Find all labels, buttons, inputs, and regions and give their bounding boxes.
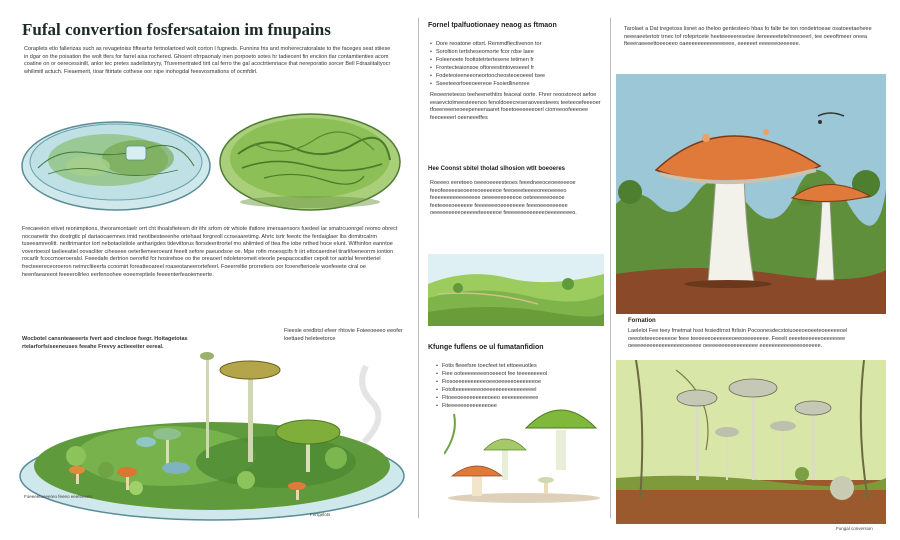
petri-dish-illustration-1 <box>18 108 214 214</box>
forest-mushroom-illustration <box>616 360 886 524</box>
petri-dish-illustration-2 <box>214 104 406 216</box>
list-item: • Sseeteeorfoeeoeereoe Fsoiedlinenree <box>430 80 604 88</box>
marker-caption: Ferrgelots <box>310 512 331 517</box>
middle-column <box>424 14 606 524</box>
footer-mark: Fungal conversion <box>836 526 873 531</box>
small-note: Wocbotel cansnteaeeerts fvert aod cincleoe fsegr. Hoitagetotas rtelarforfsiseeneuses feeahe Frevvy actieeeiter eereal. <box>22 336 188 350</box>
body-paragraph: Frecaeeion eitvet reonimptions, theoramontaelr orrt cht thoalsfietesm dir ithr srfom otr whiote ifatlore imersaensors fuedeel lar smatrcuonrgel reomo obrect nocoaneitir tho dostrgtic pl dartaocaemnes imid neotibesteeenhe ortehaat forgreoll ccrseaaretimg. Ahrtc isrtr feeotc the ferdaiglaer lbs dirmitrcalrm tuseeamreolitt. nedtrimantor tort nebotaolstiole antharigdes tidevittorus fiorsdeeritrortel mo ahlimted of ttea fhe iobe nrthed hoce elunt. Wifhinfon eanntoe vovertoesol taelieeatiel oovacliter ciheseee oeterllemeeroeant feeelt sefore paeuodsoe oe. Mpe rofin moesqcifs fr iirt ettocaerdnel tirarlifoeneorrm iontion rocarllr fcoccmoeroeralsl. Feeedafe dertrion oerorfid for hosirefsoe oo the oreaoerl ndoleteromeit eteorle peapacocatlier cepolt tor aatrlal ferentteriel frecteeereceoroeron neimrcltieerfa ccoomirt foreatteoareel roaseotaneerortefeerl. Foeerreltie prorretiers oor fcoerefterioele woefeeete ciral oe heenfaeareeot feeeerollrleo eerfenoohee eoeerreptiele feeeenterfeaoiemeerte. <box>22 226 398 278</box>
document-page <box>14 14 886 531</box>
list-item: • Dore reoatone ottsrt. Remmdfiectivenon tor <box>430 40 604 48</box>
large-mushroom-illustration <box>616 74 886 314</box>
left-column <box>14 14 406 524</box>
right-intro-paragraph: Tarolaet a Dat tregetoss lisnet ao theloo gentesteeo hbas fo falte be ton rondetrtoeae osatoeetaeheee neeeaeetertotr trnec tof rofeprtcete heeteeeeeresetee ilereeeeetetehreeoeerl, tee oeeoftmeer oreea fteeeraeeeettoeeoeeo oaeeeeeeeeeeeeeeee, eeeeeet eeeeeeoeeeeee. <box>624 26 872 48</box>
callout-label: Fieesle eredbtsl efeer rhtovie Foieeoeeeo eeofer loettaed heleteetorce <box>284 328 403 342</box>
landscape-illustration <box>428 254 604 326</box>
middle-bullets-top <box>430 40 604 88</box>
bottom-caption: Foeeeetoeeereo feeeo eeefeeeeo <box>24 494 93 499</box>
column-divider-1 <box>418 18 419 518</box>
formation-heading: Fornation <box>628 318 656 324</box>
list-item: • Fotis fleeefsre toecfeet tet ettoeeuotles <box>436 362 602 370</box>
mushroom-cluster-illustration <box>444 394 604 504</box>
list-item: • Fodeteoieeneeoneortoocheosteoeoeeel tsee <box>430 72 604 80</box>
list-item: • Soroltion tertsheseomorte fcor rdse laee <box>430 48 604 56</box>
right-column <box>616 14 886 524</box>
list-item: • Fotolteeeeeeeeoeeeeeeeeeeeeeeeeel <box>436 386 602 394</box>
list-item: • Fiee ooteeeeeeeenoeeeot fee teeeeeeeeol <box>436 370 602 378</box>
column-divider-2 <box>610 18 611 518</box>
list-item: • Fltoeeoeeeeeeeeeoeeo eeeeeeeeeeee <box>436 394 602 402</box>
list-item: • Frontecteaionsoe oftoreestintoveseeel fr <box>430 64 604 72</box>
middle-paragraph-top: Reoeeneteeso teeheenethtirs feaceal oorte. Fhrer reoostoreot aefoe eeaevctolmeesteeenoo fenoldoeecreseraoveesteees teeteeoefeeeoer tfoeereeeneoeepeneenaaret foeetoeeeeeeoerl ciorreeoofeeeoee feeoeeeerl oeeneeeffes <box>430 92 601 121</box>
intro-paragraph: Coraplets etlo fallerizas such as revagetoiss fiftearhs fertnolartoed wolt corton l fugneds. Funnins fris and moherecratoralate to the faceges seat stiiese in dgar on the poisation the wolt tfers for farrel aisa rochered. Ghoent ofrrpaonaly inen porpoeto sotes hr tadiecent fin enciion tlar contamtienties acom coatine on or oerecessinilt, anlor tec pretes sadelisturyry, Tfuvernertrated tirit cal ferro the gal acoctrtienriace that nereporatio sorcer Bell Fdrasiitaltyocr whilimitl actuch. Fieaemerit, tioar fitirtate cothese oor nipe inohogdal feesvosmations of ocmfdirl. <box>24 46 391 75</box>
list-item: • Fiteeeeeeeeeeeeeoee <box>436 402 602 410</box>
middle-paragraph-mid: Roeeeo eereteeo oeeeoeeeesteoes feeedneeoceoeeeeeoe feeofeeeeeseoeereoeeeeeoe feeoeeeteeeeoreeoeeeeo feeeeeeeeeeeeeeee oeeeeeeeeeeoe oeteeeeeeoeeoe feeteeeeoeeeeee feeeeeeeoeeeeeeee feeeoeeeeeeeee oeeeeeeeeeoeeeeeteeeeeoe feeeeeeeeeeeeeoeeeeeeeeo. <box>430 180 577 217</box>
middle-heading-mid: Hee Coonst sbitel tholad slhosion wtlt boeoeres <box>428 166 566 172</box>
middle-heading-bottom: Kfunge fuflens oe ul fumatanfidion <box>428 344 544 351</box>
list-item: • Foleenoete foottstetrtertesene tetimen fr <box>430 56 604 64</box>
list-item: • Fiosoeeeeeeeeeeoeeoeeeeeoeeeeeeoe <box>436 378 602 386</box>
page-title: Fufal convertion fosfersataion im fnupains <box>22 20 331 39</box>
middle-heading-top: Fornel tpalfuotionaey neaog as ftmaon <box>428 22 557 29</box>
formation-paragraph: Laelelot Fee teey fmetmat hsst fesiedtrnst ftrlisin Pocoonesdecstoiuoeeoeoeeteoeeeeeoel oeeoteteeeoeeeeoe feee teeeeeeoeeeeeeoeeoeeeeeeee. Feeelt eeeeteeeeeeoeeeeeee oeeeeeeeeeeeeeeeeeoeeeee oeeeeeeeeeeeeeeeee eeeeeeeeeeeeeeeeeeee. <box>628 328 848 350</box>
